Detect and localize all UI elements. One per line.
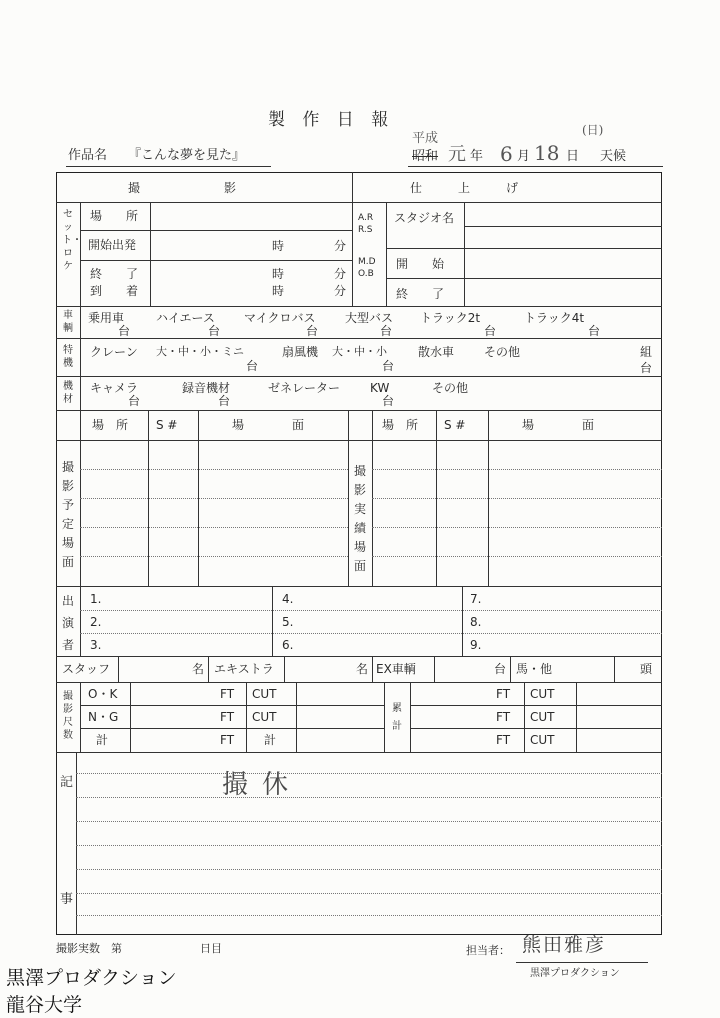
fan-sizes: 大・中・小 — [332, 345, 387, 358]
finish-label: 終 了 — [396, 287, 445, 301]
equipment-unit-2: 台 — [218, 394, 231, 408]
end-hour-label: 時 — [272, 267, 285, 281]
extras-label: エキストラ — [214, 662, 274, 676]
equipment-unit-1: 台 — [128, 394, 141, 408]
vehicle-hiace: ハイエース — [156, 311, 215, 325]
watermark-company: 黒澤プロダクション — [6, 967, 177, 989]
work-label: 作品名 — [68, 148, 108, 163]
vehicle-unit-1: 台 — [118, 324, 131, 338]
work-name: 『こんな夢を見た』 — [128, 148, 246, 163]
equipment-kw: KW — [370, 381, 390, 395]
cumulative-cut-1: CUT — [530, 687, 555, 701]
footage-ng-cut: CUT — [252, 710, 277, 724]
cast-side-label: 出演者 — [61, 594, 74, 652]
day-label: 日 — [566, 149, 580, 164]
cumulative-ft-3: FT — [496, 733, 511, 747]
notes-label-bottom: 事 — [60, 892, 74, 907]
special-set-unit: 組 — [640, 345, 653, 359]
location-label: 場 所 — [90, 209, 139, 223]
vehicles-side-label: 車輌 — [63, 310, 73, 334]
vehicle-unit-5: 台 — [484, 324, 497, 338]
ex-vehicles-label: EX車輌 — [376, 662, 416, 676]
watermark-university: 龍谷大学 — [6, 994, 83, 1016]
footage-ok-ft: FT — [220, 687, 235, 701]
company-print: 黒澤プロダクション — [530, 968, 620, 979]
finishing-header: 仕 上 げ — [410, 181, 519, 195]
cast-4: 4. — [282, 592, 294, 606]
end-label: 終 了 — [90, 267, 139, 281]
sprinkler-label: 散水車 — [418, 345, 455, 359]
equipment-unit-3: 台 — [382, 394, 395, 408]
special-side-label: 特機 — [63, 345, 73, 369]
planned-scenes-side-label: 撮影予定場面 — [61, 460, 74, 569]
depart-minute-label: 分 — [334, 239, 347, 253]
footage-total-ft: FT — [220, 733, 235, 747]
day-value: 18 — [534, 141, 560, 165]
ex-vehicles-unit: 台 — [494, 662, 507, 676]
cumulative-cut-3: CUT — [530, 733, 555, 747]
planned-s-header: S # — [156, 418, 178, 432]
actual-scene-header: 場 面 — [522, 418, 595, 432]
fan-unit: 台 — [382, 359, 395, 373]
footage-side-label: 撮影尺数 — [63, 691, 73, 741]
shooting-days-unit: 日目 — [200, 942, 222, 955]
crane-unit: 台 — [246, 359, 259, 373]
cast-1: 1. — [90, 592, 102, 606]
cumulative-ft-2: FT — [496, 710, 511, 724]
vehicle-sedan: 乗用車 — [88, 311, 125, 325]
cast-2: 2. — [90, 615, 102, 629]
equipment-side-label: 機材 — [63, 381, 73, 405]
notes-label-top: 記 — [60, 775, 74, 790]
shooting-days-label: 撮影実数 第 — [56, 942, 122, 955]
extras-count-unit: 名 — [356, 662, 369, 676]
actual-scenes-side-label: 撮影実績場面 — [353, 464, 366, 573]
cast-6: 6. — [282, 638, 294, 652]
footage-ng-ft: FT — [220, 710, 235, 724]
cast-8: 8. — [470, 615, 482, 629]
staff-label: スタッフ — [62, 662, 111, 676]
year-value: 元 — [448, 144, 466, 165]
special-unit: 台 — [640, 361, 653, 375]
special-other-label: その他 — [484, 345, 521, 359]
era-handwritten: 平成 — [412, 131, 439, 146]
actual-s-header: S # — [444, 418, 466, 432]
cast-7: 7. — [470, 592, 482, 606]
equipment-generator: ゼネレーター — [268, 381, 341, 395]
planned-place-header: 場 所 — [92, 418, 129, 432]
actual-place-header: 場 所 — [382, 418, 419, 432]
footage-ng-label: N・G — [88, 710, 119, 724]
start-label: 開 始 — [396, 257, 445, 271]
cast-9: 9. — [470, 638, 482, 652]
horse-label: 馬・他 — [516, 662, 553, 676]
footage-ok-cut: CUT — [252, 687, 277, 701]
vehicle-unit-2: 台 — [208, 324, 221, 338]
equipment-other: その他 — [432, 381, 469, 395]
era-printed-struck: 昭和 — [412, 149, 439, 164]
vehicle-microbus: マイクロバス — [244, 311, 316, 325]
set-location-side-label: セット・ロケ — [62, 209, 82, 272]
vehicle-large-bus: 大型バス — [345, 311, 394, 325]
footage-ok-label: O・K — [88, 687, 118, 701]
arrive-minute-label: 分 — [334, 284, 347, 298]
person-in-charge-label: 担当者： — [466, 944, 510, 957]
staff-count-unit: 名 — [192, 662, 205, 676]
ar-rs-label: A.R R.S — [358, 213, 374, 235]
month-value: 6 — [500, 142, 513, 166]
date-underline — [408, 166, 663, 167]
planned-scene-header: 場 面 — [232, 418, 305, 432]
work-name-underline — [66, 166, 271, 167]
vehicle-truck-4t: トラック4t — [524, 311, 585, 325]
horse-unit: 頭 — [640, 662, 653, 676]
shooting-header: 撮 影 — [128, 181, 237, 195]
studio-label: スタジオ名 — [394, 211, 455, 225]
arrive-label: 到 着 — [90, 284, 139, 298]
person-in-charge-name: 熊田雅彦 — [522, 934, 607, 956]
arrive-hour-label: 時 — [272, 284, 285, 298]
vehicle-unit-3: 台 — [306, 324, 319, 338]
form-title: 製 作 日 報 — [268, 110, 395, 130]
notes-content: 撮休 — [222, 770, 303, 800]
cumulative-side-label: 累計 — [392, 703, 402, 732]
footage-total-total: 計 — [264, 733, 277, 747]
crane-label: クレーン — [90, 345, 138, 359]
vehicle-unit-4: 台 — [380, 324, 393, 338]
md-ob-label: M.D O.B — [358, 257, 376, 279]
year-label: 年 — [470, 149, 484, 164]
cast-3: 3. — [90, 638, 102, 652]
vehicle-unit-6: 台 — [588, 324, 601, 338]
cast-5: 5. — [282, 615, 294, 629]
depart-hour-label: 時 — [272, 239, 285, 253]
depart-label: 開始出発 — [88, 238, 137, 252]
equipment-camera: キャメラ — [90, 381, 139, 395]
fan-label: 扇風機 — [282, 345, 319, 359]
month-label: 月 — [517, 149, 531, 164]
crane-sizes: 大・中・小・ミニ — [156, 345, 244, 358]
person-underline — [516, 962, 648, 963]
footage-total-label: 計 — [96, 733, 109, 747]
equipment-sound: 録音機材 — [182, 381, 231, 395]
cumulative-cut-2: CUT — [530, 710, 555, 724]
weekday-value: (日) — [582, 123, 604, 137]
end-minute-label: 分 — [334, 267, 347, 281]
weather-label: 天候 — [600, 149, 627, 164]
vehicle-truck-2t: トラック2t — [420, 311, 481, 325]
cumulative-ft-1: FT — [496, 687, 511, 701]
